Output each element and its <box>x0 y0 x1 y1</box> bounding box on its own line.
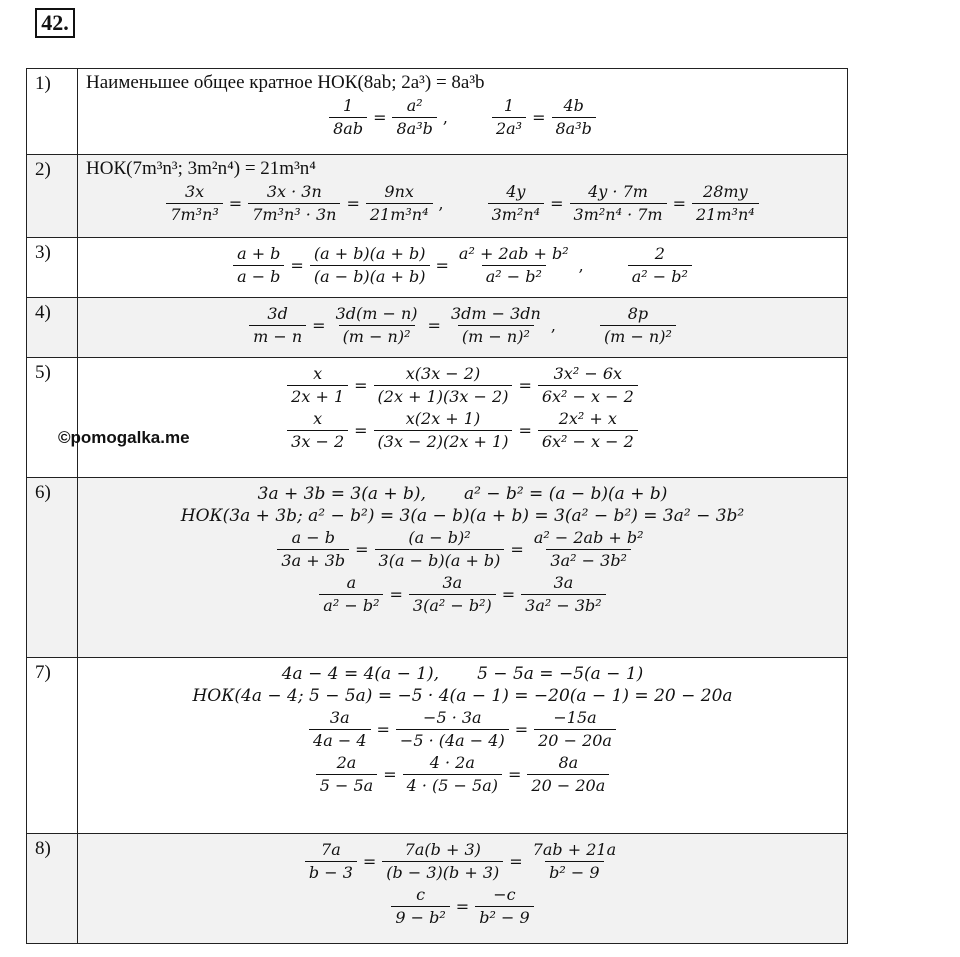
operator: = <box>532 108 546 127</box>
fraction-denominator: 9 − b² <box>391 906 449 928</box>
fraction-denominator: 4 · (5 − 5a) <box>403 774 502 796</box>
fraction-numerator: x(3x − 2) <box>405 364 481 383</box>
fraction-denominator: 4a − 4 <box>309 729 370 751</box>
equation-text: 4a − 4 = 4(a − 1), <box>281 664 440 684</box>
fraction-denominator: (3x − 2)(2x + 1) <box>374 430 513 452</box>
fraction-numerator: a − b <box>291 528 335 547</box>
fraction <box>233 244 284 287</box>
solution-row <box>27 358 848 478</box>
fraction-numerator: 8p <box>627 304 649 323</box>
equation-line <box>78 244 847 287</box>
operator: = <box>501 585 516 604</box>
fraction-denominator: 3a² − 3b² <box>546 549 631 571</box>
fraction <box>166 182 222 225</box>
row-header: Наименьшее общее кратное НОК(8ab; 2a³) = 8a³b <box>86 72 485 93</box>
operator: = <box>346 194 360 213</box>
operator: = <box>373 108 387 127</box>
operator: = <box>376 720 390 739</box>
fraction-numerator: x(2x + 1) <box>405 409 481 428</box>
fraction-numerator: 3a <box>442 573 463 592</box>
row-index: 8) <box>27 834 78 944</box>
solution-table <box>26 68 848 944</box>
fraction-denominator: 8a³b <box>392 117 436 139</box>
row-content <box>78 358 848 478</box>
fraction <box>310 244 430 287</box>
fraction-numerator: −5 · 3a <box>423 708 482 727</box>
fraction-numerator: (a + b)(a + b) <box>313 244 426 263</box>
fraction <box>391 885 449 928</box>
fraction-denominator: 7m³n³ · 3n <box>248 203 340 225</box>
fraction-denominator: a − b <box>233 265 284 287</box>
fraction-denominator: (a − b)(a + b) <box>310 265 430 287</box>
fraction <box>403 753 502 796</box>
equation-line <box>78 96 847 139</box>
operator: = <box>518 376 532 395</box>
fraction-numerator: 4 · 2a <box>429 753 475 772</box>
fraction-denominator: 6x² − x − 2 <box>538 385 638 407</box>
fraction-numerator: 3a <box>329 708 350 727</box>
equation-line <box>78 885 847 928</box>
fraction-numerator: 28my <box>703 182 748 201</box>
fraction <box>538 409 638 452</box>
fraction-numerator: 3dm − 3dn <box>450 304 541 323</box>
equation-text: 5 − 5a = −5(a − 1) <box>477 664 644 684</box>
fraction <box>319 573 383 616</box>
fraction-numerator: 9nx <box>384 182 414 201</box>
equation-line <box>78 664 847 684</box>
operator: = <box>354 376 368 395</box>
fraction-denominator: 21m³n⁴ <box>366 203 433 225</box>
operator: = <box>354 421 368 440</box>
fraction-numerator: 7a <box>321 840 341 859</box>
fraction-numerator: (a − b)² <box>408 528 471 547</box>
fraction-denominator: (m − n)² <box>458 325 534 347</box>
row-cell <box>78 840 847 928</box>
fraction <box>374 409 513 452</box>
row-index: 5) <box>27 358 78 478</box>
row-index: 1) <box>27 69 78 155</box>
fraction-denominator: 7m³n³ <box>166 203 222 225</box>
fraction <box>570 182 667 225</box>
fraction-numerator: a² − 2ab + b² <box>533 528 644 547</box>
fraction <box>552 96 596 139</box>
operator: = <box>312 316 326 335</box>
fraction <box>447 304 545 347</box>
fraction-denominator: (2x + 1)(3x − 2) <box>374 385 513 407</box>
fraction-numerator: 1 <box>343 96 354 115</box>
fraction <box>492 96 526 139</box>
fraction-numerator: 2 <box>654 244 665 263</box>
equation-line <box>78 528 847 571</box>
solution-row <box>27 69 848 155</box>
equation-line <box>78 304 847 347</box>
fraction-denominator: a² − b² <box>482 265 546 287</box>
fraction-numerator: a² <box>406 96 423 115</box>
operator: = <box>427 316 441 335</box>
fraction-numerator: a² + 2ab + b² <box>458 244 569 263</box>
fraction <box>488 182 544 225</box>
fraction-numerator: 4y <box>506 182 526 201</box>
fraction-numerator: a + b <box>237 244 281 263</box>
fraction <box>248 182 340 225</box>
fraction <box>309 708 370 751</box>
row-cell <box>78 244 847 287</box>
fraction-denominator: 3a + 3b <box>277 549 349 571</box>
fraction <box>530 528 648 571</box>
operator: = <box>518 421 532 440</box>
operator: = <box>362 852 377 871</box>
fraction-numerator: 3a <box>553 573 574 592</box>
fraction-numerator: 7ab + 21a <box>532 840 617 859</box>
fraction-numerator: 3x <box>184 182 205 201</box>
fraction <box>527 753 609 796</box>
solution-row <box>27 478 848 658</box>
fraction <box>455 244 573 287</box>
fraction-numerator: a <box>346 573 357 592</box>
equation-line <box>78 364 847 407</box>
fraction-denominator: 21m³n⁴ <box>692 203 759 225</box>
fraction-denominator: b − 3 <box>305 861 357 883</box>
fraction <box>305 840 357 883</box>
fraction-denominator: 3a² − 3b² <box>521 594 606 616</box>
row-cell <box>78 664 847 796</box>
equation-line <box>78 409 847 452</box>
fraction <box>392 96 436 139</box>
equation-line <box>78 484 847 504</box>
row-content <box>78 834 848 944</box>
fraction-denominator: 3m²n⁴ · 7m <box>570 203 667 225</box>
row-cell <box>78 155 847 225</box>
row-content <box>78 69 848 155</box>
row-cell <box>78 484 847 616</box>
fraction-denominator: 2a³ <box>492 117 526 139</box>
solution-row <box>27 834 848 944</box>
row-header: НОК(7m³n³; 3m²n⁴) = 21m³n⁴ <box>86 158 316 179</box>
fraction-denominator: 20 − 20a <box>527 774 609 796</box>
row-content <box>78 298 848 358</box>
equation-text: НОК(3a + 3b; a² − b²) = 3(a − b)(a + b) = 3(a² − b²) = 3a² − 3b² <box>180 506 745 526</box>
operator: = <box>228 194 243 213</box>
fraction-denominator: (m − n)² <box>600 325 676 347</box>
equation-line <box>78 506 847 526</box>
equation-text: a² − b² = (a − b)(a + b) <box>463 484 668 504</box>
row-index: 2) <box>27 155 78 238</box>
fraction-numerator: c <box>416 885 426 904</box>
fraction-numerator: 4b <box>563 96 584 115</box>
fraction <box>409 573 496 616</box>
fraction-numerator: x <box>313 409 323 428</box>
equation-line <box>78 686 847 706</box>
fraction-numerator: 3d(m − n) <box>335 304 418 323</box>
fraction <box>375 528 505 571</box>
fraction <box>316 753 377 796</box>
solution-row <box>27 298 848 358</box>
operator: = <box>510 540 524 559</box>
operator: , <box>578 256 584 275</box>
fraction <box>332 304 422 347</box>
fraction <box>538 364 638 407</box>
operator: = <box>290 256 304 275</box>
fraction-denominator: −5 · (4a − 4) <box>396 729 509 751</box>
fraction-numerator: 2x² + x <box>558 409 617 428</box>
fraction-numerator: 2a <box>336 753 357 772</box>
fraction-denominator: a² − b² <box>319 594 383 616</box>
row-cell <box>78 364 847 452</box>
watermark: ©pomogalka.me <box>58 428 190 447</box>
fraction-denominator: b² − 9 <box>475 906 533 928</box>
fraction-denominator: 20 − 20a <box>534 729 616 751</box>
fraction-denominator: 3x − 2 <box>287 430 348 452</box>
fraction-denominator: 3(a − b)(a + b) <box>375 549 505 571</box>
fraction-numerator: 3d <box>267 304 288 323</box>
row-content <box>78 155 848 238</box>
fraction <box>521 573 606 616</box>
operator: , <box>550 316 556 335</box>
row-cell <box>78 304 847 347</box>
operator: = <box>383 765 397 784</box>
row-index: 4) <box>27 298 78 358</box>
operator: = <box>508 765 522 784</box>
fraction-denominator: 2x + 1 <box>287 385 348 407</box>
fraction-numerator: 7a(b + 3) <box>404 840 481 859</box>
operator: = <box>514 720 529 739</box>
fraction-denominator: 3m²n⁴ <box>488 203 544 225</box>
operator: , <box>438 194 444 213</box>
row-index: 3) <box>27 238 78 298</box>
fraction-numerator: 8a <box>558 753 579 772</box>
solution-row <box>27 155 848 238</box>
fraction <box>628 244 692 287</box>
fraction-denominator: 8ab <box>329 117 367 139</box>
operator: , <box>442 108 448 127</box>
fraction <box>287 364 348 407</box>
fraction <box>249 304 306 347</box>
fraction-numerator: 3x · 3n <box>266 182 322 201</box>
fraction <box>329 96 367 139</box>
operator: = <box>672 194 686 213</box>
fraction <box>374 364 513 407</box>
fraction-denominator: 8a³b <box>552 117 596 139</box>
fraction-numerator: 1 <box>503 96 515 115</box>
equation-line <box>78 840 847 883</box>
fraction-numerator: 3x² − 6x <box>553 364 623 383</box>
operator: = <box>550 194 564 213</box>
operator: = <box>389 585 403 604</box>
fraction <box>382 840 503 883</box>
fraction-denominator: b² − 9 <box>545 861 603 883</box>
operator: = <box>355 540 369 559</box>
fraction-numerator: −15a <box>553 708 597 727</box>
fraction-denominator: (m − n)² <box>339 325 415 347</box>
equation-text: 3a + 3b = 3(a + b), <box>257 484 426 504</box>
solution-row <box>27 658 848 834</box>
operator: = <box>509 852 523 871</box>
fraction <box>277 528 349 571</box>
row-content <box>78 238 848 298</box>
equation-line <box>78 753 847 796</box>
equation-line <box>78 182 847 225</box>
fraction <box>534 708 616 751</box>
fraction <box>366 182 433 225</box>
fraction-numerator: x <box>313 364 323 383</box>
fraction <box>600 304 676 347</box>
fraction-denominator: 6x² − x − 2 <box>538 430 638 452</box>
fraction <box>529 840 620 883</box>
fraction <box>287 409 348 452</box>
fraction-numerator: −c <box>493 885 516 904</box>
fraction-denominator: 3(a² − b²) <box>409 594 496 616</box>
fraction-denominator: a² − b² <box>628 265 692 287</box>
problem-number: 42. <box>35 8 75 38</box>
equation-text: НОК(4a − 4; 5 − 5a) = −5 · 4(a − 1) = −20(a − 1) = 20 − 20a <box>192 686 733 706</box>
fraction-numerator: 4y · 7m <box>588 182 648 201</box>
fraction-denominator: 5 − 5a <box>316 774 377 796</box>
fraction <box>692 182 759 225</box>
row-index: 6) <box>27 478 78 658</box>
operator: = <box>435 256 449 275</box>
fraction <box>396 708 509 751</box>
row-cell <box>78 69 847 139</box>
row-content <box>78 658 848 834</box>
row-index: 7) <box>27 658 78 834</box>
fraction <box>475 885 533 928</box>
solution-row <box>27 238 848 298</box>
fraction-denominator: (b − 3)(b + 3) <box>382 861 503 883</box>
row-content <box>78 478 848 658</box>
fraction-denominator: m − n <box>249 325 306 347</box>
operator: = <box>455 897 470 916</box>
equation-line <box>78 708 847 751</box>
solution-table-body <box>27 69 848 944</box>
equation-line <box>78 573 847 616</box>
